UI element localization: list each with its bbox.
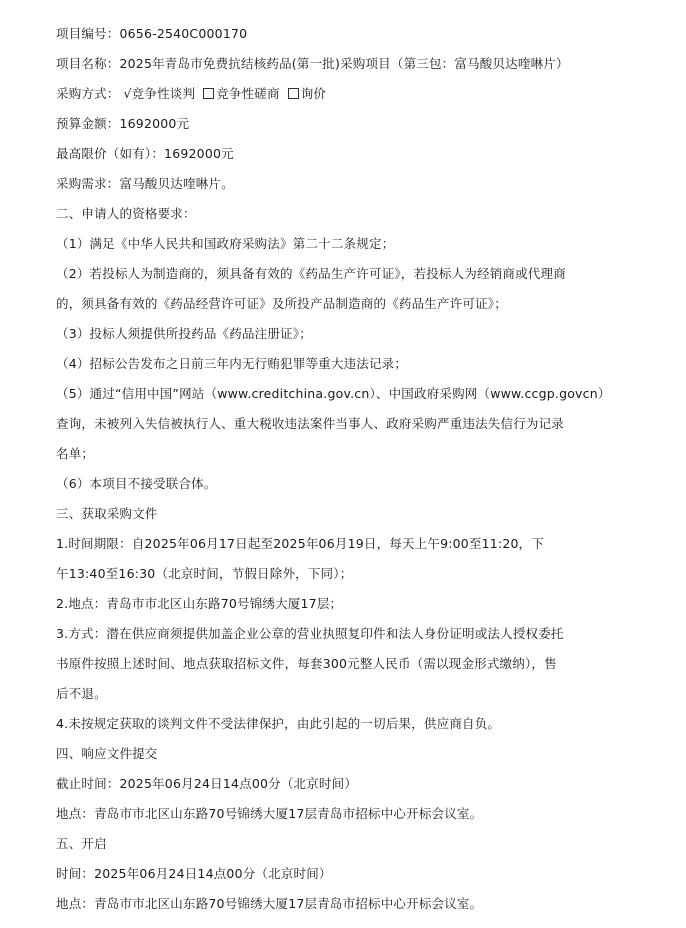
qualification-3: （3）投标人须提供所投药品《药品注册证》； [56, 326, 312, 341]
qualification-5-line3: 名单； [56, 446, 95, 461]
obtain-method-line1: 3.方式：潜在供应商须提供加盖企业公章的营业执照复印件和法人身份证明或法人授权委托 [56, 626, 564, 641]
section-opening-title: 五、开启 [56, 836, 107, 851]
project-name: 项目名称：2025年青岛市免费抗结核药品(第一批)采购项目（第三包：富马酸贝达喹啉片） [56, 56, 569, 71]
procurement-demand: 采购需求：富马酸贝达喹啉片。 [56, 176, 234, 191]
section-qualifications-title: 二、申请人的资格要求： [56, 206, 196, 221]
qualification-6: （6）本项目不接受联合体。 [56, 476, 217, 491]
qualification-5-line2: 查询，未被列入失信被执行人、重大税收违法案件当事人、政府采购严重违法失信行为记录 [56, 416, 565, 431]
opening-place: 地点：青岛市市北区山东路70号锦绣大厦17层青岛市招标中心开标会议室。 [56, 896, 483, 911]
submission-deadline: 截止时间：2025年06月24日14点00分（北京时间） [56, 776, 358, 791]
checkbox-empty-icon [288, 88, 299, 99]
qualification-2-line1: （2）若投标人为制造商的，须具备有效的《药品生产许可证》，若投标人为经销商或代理商 [56, 266, 566, 281]
qualification-5-line1: （5）通过“信用中国”网站（www.creditchina.gov.cn）、中国政府采购网（www.ccgp.govcn） [56, 386, 611, 401]
submission-place: 地点：青岛市市北区山东路70号锦绣大厦17层青岛市招标中心开标会议室。 [56, 806, 483, 821]
max-price: 最高限价（如有）：1692000元 [56, 146, 234, 161]
method-label: 采购方式： [56, 86, 120, 101]
document-body [56, 22, 646, 922]
obtain-method-line2: 书原件按照上述时间、地点获取招标文件，每套300元整人民币（需以现金形式缴纳），售 [56, 656, 557, 671]
obtain-place: 2.地点：青岛市市北区山东路70号锦绣大厦17层； [56, 596, 343, 611]
checkbox-empty-icon [203, 88, 214, 99]
obtain-method-line3: 后不退。 [56, 686, 107, 701]
method-option-consultation: 竞争性磋商 [216, 86, 280, 101]
qualification-4: （4）招标公告发布之日前三年内无行贿犯罪等重大违法记录； [56, 356, 408, 371]
obtain-time-line1: 1.时间期限：自2025年06月17日起至2025年06月19日，每天上午9:00至11:20，下 [56, 536, 545, 551]
project-number: 项目编号：0656-2540C000170 [56, 26, 248, 41]
method-option-inquiry: 询价 [300, 86, 327, 101]
section-submission-title: 四、响应文件提交 [56, 746, 158, 761]
section-obtain-docs-title: 三、获取采购文件 [56, 506, 158, 521]
budget-amount: 预算金额：1692000元 [56, 116, 190, 131]
obtain-note: 4.未按规定获取的谈判文件不受法律保护，由此引起的一切后果，供应商自负。 [56, 716, 501, 731]
opening-time: 时间：2025年06月24日14点00分（北京时间） [56, 866, 332, 881]
qualification-2-line2: 的，须具备有效的《药品经营许可证》及所投产品制造商的《药品生产许可证》； [56, 296, 507, 311]
obtain-time-line2: 午13:40至16:30（北京时间，节假日除外，下同）； [56, 566, 353, 581]
method-option-negotiation: √竞争性谈判 [123, 86, 196, 101]
procurement-method [56, 82, 646, 112]
qualification-1: （1）满足《中华人民共和国政府采购法》第二十二条规定； [56, 236, 395, 251]
